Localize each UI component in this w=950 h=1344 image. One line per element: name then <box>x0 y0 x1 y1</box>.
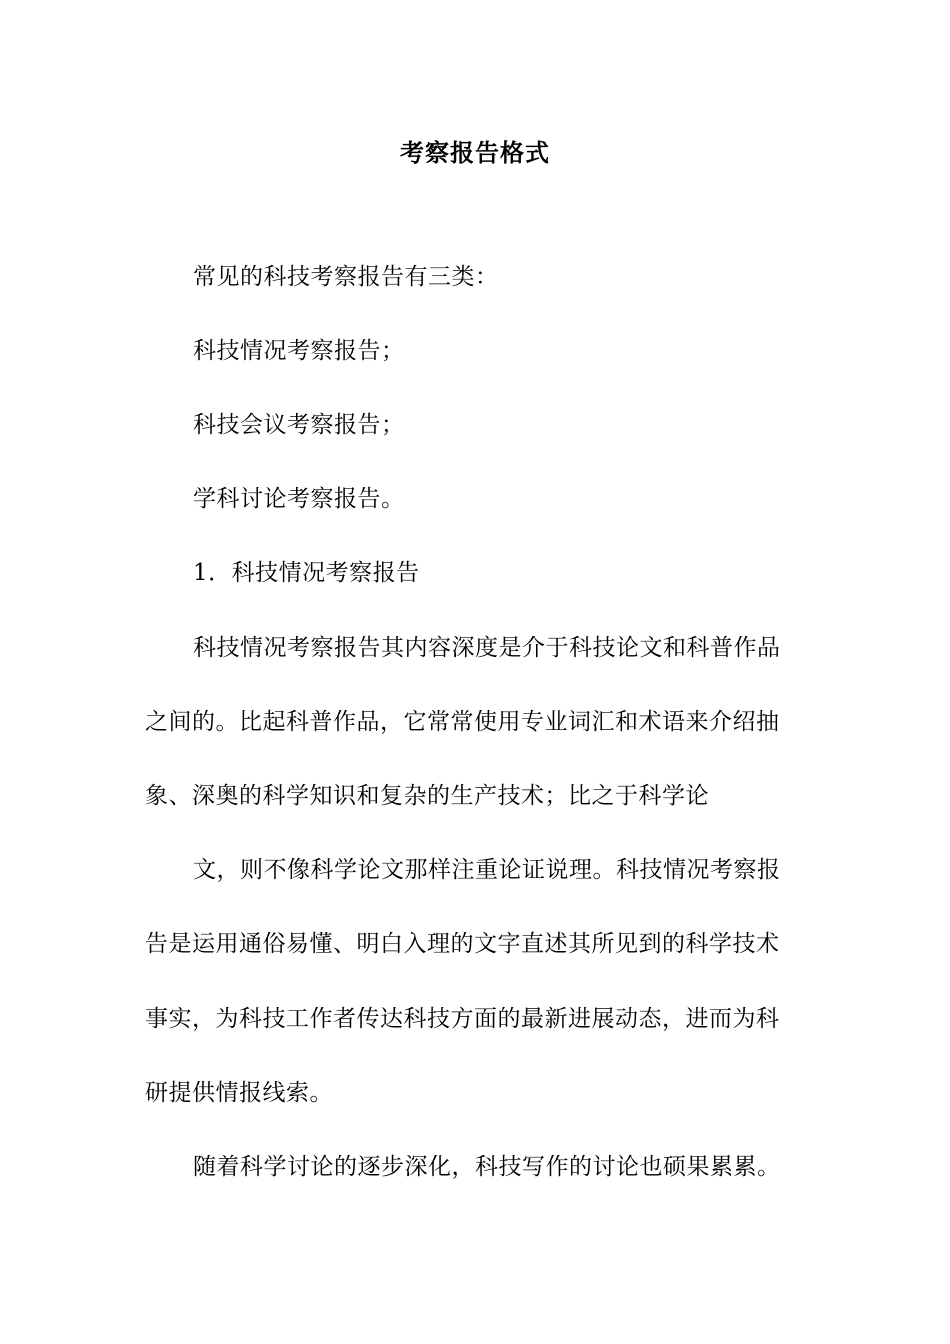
paragraph-line: 常见的科技考察报告有三类： <box>193 264 499 290</box>
paragraph-line: 研提供情报线索。 <box>145 1080 333 1106</box>
document-title: 考察报告格式 <box>400 138 550 167</box>
paragraph-line: 随着科学讨论的逐步深化，科技写作的讨论也硕果累累。 <box>193 1154 781 1180</box>
paragraph-line: 事实，为科技工作者传达科技方面的最新进展动态，进而为科 <box>145 1006 780 1032</box>
paragraph-line: 科技情况考察报告； <box>193 338 405 364</box>
section-heading: 1．科技情况考察报告 <box>193 560 420 586</box>
paragraph-line: 科技会议考察报告； <box>193 412 405 438</box>
paragraph-line: 学科讨论考察报告。 <box>193 486 405 512</box>
paragraph-line: 告是运用通俗易懂、明白入理的文字直述其所见到的科学技术 <box>145 931 780 957</box>
paragraph-line: 文，则不像科学论文那样注重论证说理。科技情况考察报 <box>193 857 781 883</box>
paragraph-line: 之间的。比起科普作品，它常常使用专业词汇和术语来介绍抽 <box>145 709 780 735</box>
paragraph-line: 科技情况考察报告其内容深度是介于科技论文和科普作品 <box>193 635 781 661</box>
paragraph-line: 象、深奥的科学知识和复杂的生产技术；比之于科学论 <box>145 783 709 809</box>
